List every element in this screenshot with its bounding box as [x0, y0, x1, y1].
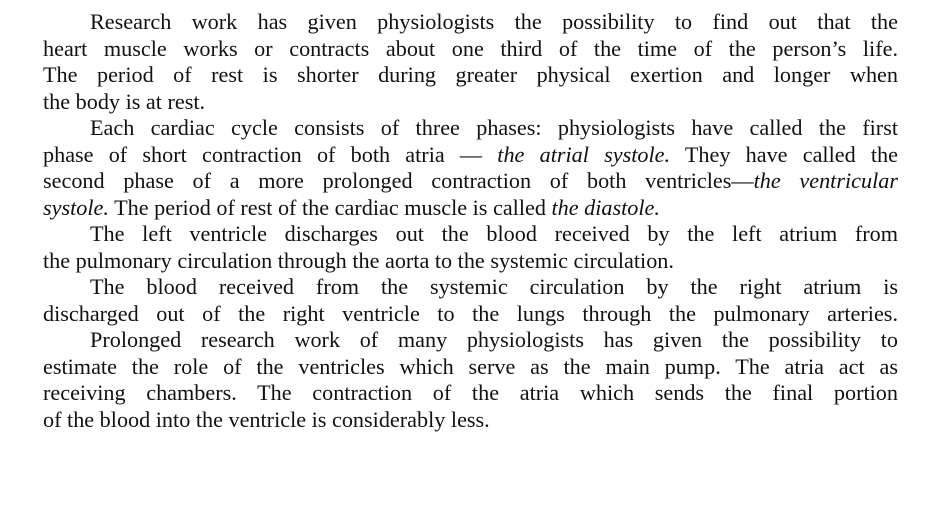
paragraph-4-line-2: discharged out of the right ventricle to the lungs through the pulmonary arteries. — [43, 300, 898, 326]
paragraph-1-line-1: Research work has given physiologists the possibility to find out that the — [90, 9, 898, 34]
paragraph-1-line-4: the body is at rest. — [43, 88, 206, 114]
paragraph-2-line-4: systole. The period of rest of the cardiac muscle is called the diastole. — [43, 194, 660, 220]
paragraph-2-line-3: second phase of a more prolonged contraction of both ventricles—the ventricular — [43, 168, 898, 193]
paragraph-1-line-2: heart muscle works or contracts about one third of the time of the person’s life. — [43, 35, 898, 61]
paragraph-5-line-1: Prolonged research work of many physiologists has given the possibility to — [90, 327, 898, 352]
paragraph-1-line-3: The period of rest is shorter during greater physical exertion and longer when — [43, 62, 898, 87]
paragraph-5-line-2: estimate the role of the ventricles which serve as the main pump. The atria act as — [43, 353, 898, 379]
paragraph-2-line-2: phase of short contraction of both atria — the atrial systole. They have called the — [43, 141, 898, 167]
paragraph-5-line-4: of the blood into the ventricle is considerably less. — [43, 406, 490, 432]
paragraph-5-line-3: receiving chambers. The contraction of the atria which sends the final portion — [43, 380, 898, 405]
paragraph-2-line-1: Each cardiac cycle consists of three phases: physiologists have called the first — [90, 115, 898, 140]
paragraph-4-line-1: The blood received from the systemic circulation by the right atrium is — [90, 274, 898, 299]
paragraph-3-line-2: the pulmonary circulation through the aorta to the systemic circulation. — [43, 247, 674, 273]
paragraph-3-line-1: The left ventricle discharges out the blood received by the left atrium from — [90, 221, 898, 246]
